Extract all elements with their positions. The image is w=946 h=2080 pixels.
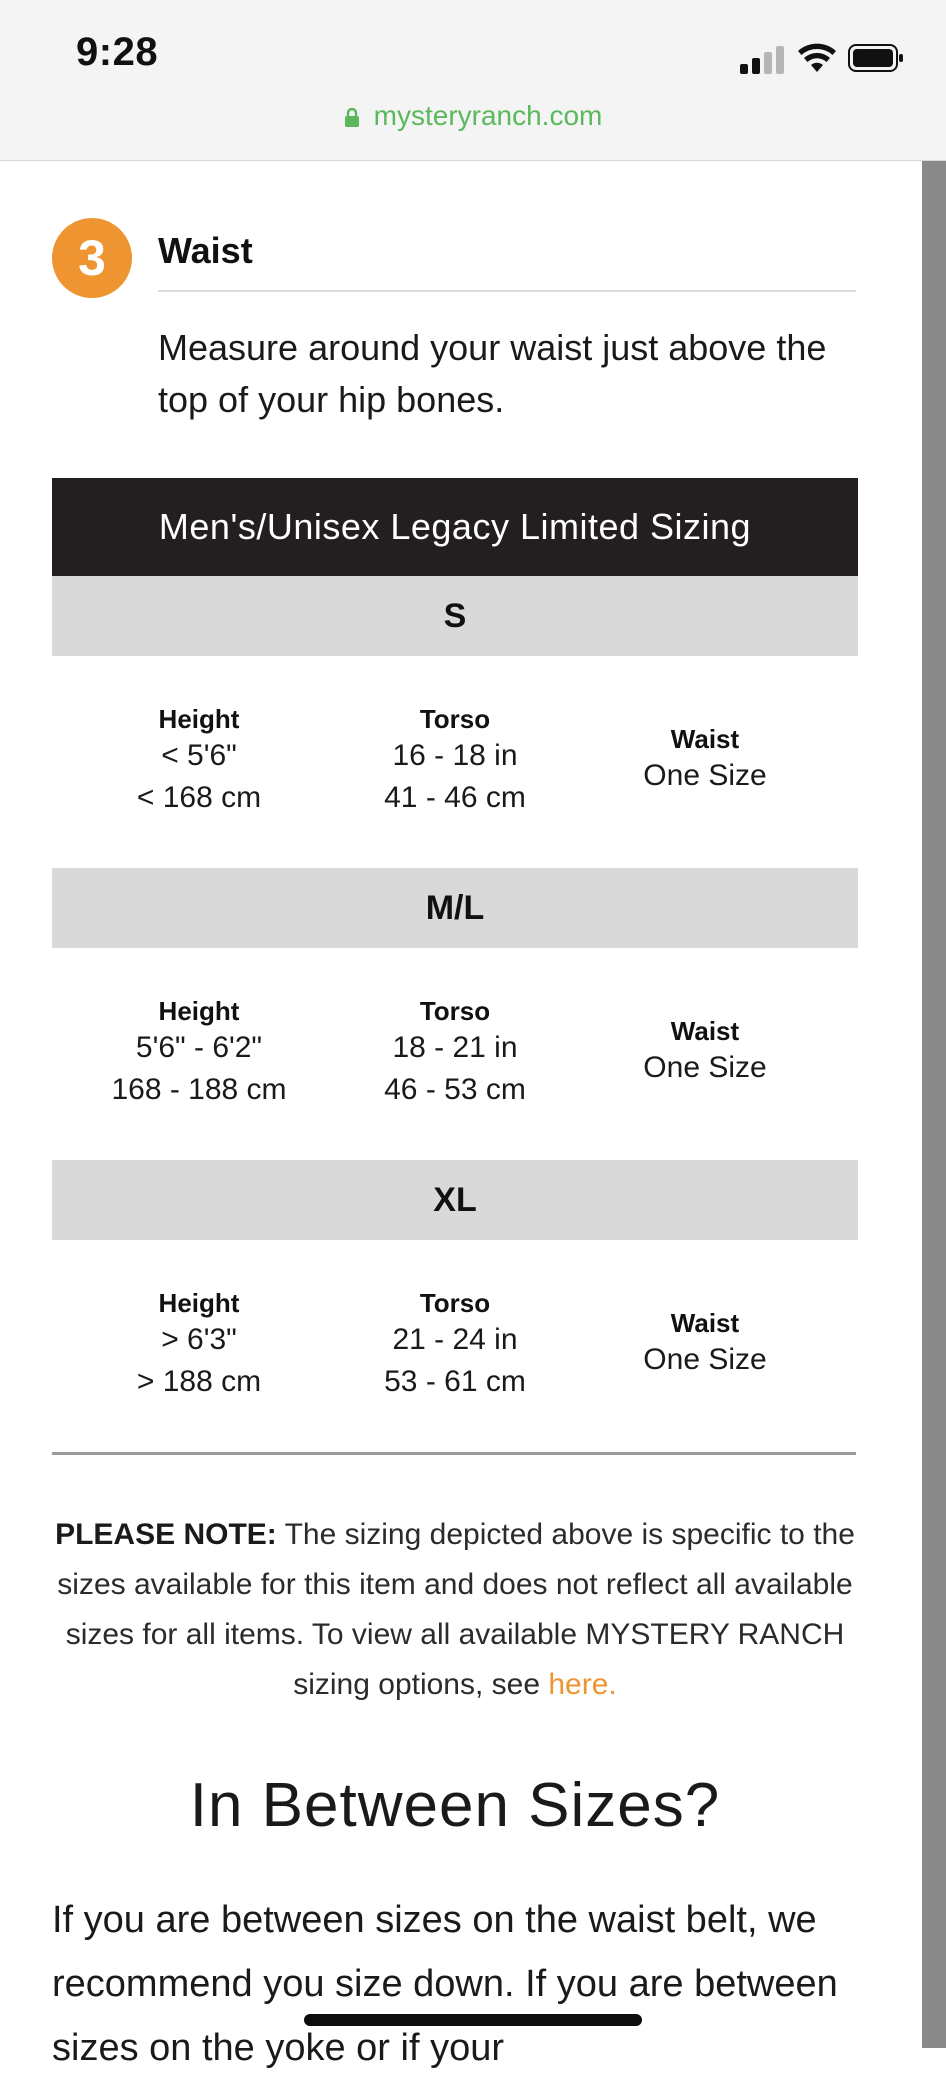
height-metric: < 168 cm bbox=[136, 781, 262, 814]
height-imperial: < 5'6" bbox=[161, 739, 237, 772]
torso-metric: 53 - 61 cm bbox=[384, 1365, 526, 1398]
cellular-signal-icon bbox=[740, 46, 786, 74]
step-description: Measure around your waist just above the top of your hip bones. bbox=[158, 327, 827, 420]
url-text: mysteryranch.com bbox=[373, 100, 603, 131]
waist-column bbox=[575, 724, 835, 797]
torso-imperial: 16 - 18 in bbox=[392, 739, 518, 772]
step-divider bbox=[158, 290, 856, 292]
height-column bbox=[69, 1288, 329, 1403]
sizing-note bbox=[52, 1510, 858, 1710]
torso-metric: 46 - 53 cm bbox=[384, 1073, 526, 1106]
sizing-table bbox=[52, 478, 858, 1452]
height-column bbox=[69, 704, 329, 819]
height-imperial: 5'6" - 6'2" bbox=[135, 1031, 263, 1064]
height-imperial: > 6'3" bbox=[161, 1323, 237, 1356]
battery-icon bbox=[848, 44, 904, 72]
waist-column bbox=[575, 1016, 835, 1089]
step-number-badge: 3 bbox=[52, 218, 132, 298]
in-between-text: If you are between sizes on the waist belt, we recommend you size down. If you are between sizes on the yoke or if your bbox=[52, 1899, 838, 2069]
height-label: Height bbox=[158, 1288, 240, 1318]
height-label: Height bbox=[158, 704, 240, 734]
torso-label: Torso bbox=[419, 704, 491, 734]
torso-imperial: 21 - 24 in bbox=[392, 1323, 518, 1356]
clock-time: 9:28 bbox=[76, 30, 159, 74]
size-details-xl bbox=[52, 1240, 858, 1452]
height-metric: > 188 cm bbox=[136, 1365, 262, 1398]
torso-imperial: 18 - 21 in bbox=[392, 1031, 518, 1064]
waist-value: One Size bbox=[643, 1343, 767, 1376]
sizing-table-title: Men's/Unisex Legacy Limited Sizing bbox=[52, 478, 858, 576]
waist-value: One Size bbox=[643, 759, 767, 792]
height-metric: 168 - 188 cm bbox=[111, 1073, 287, 1106]
waist-label: Waist bbox=[670, 724, 740, 754]
torso-metric: 41 - 46 cm bbox=[384, 781, 526, 814]
lock-icon bbox=[344, 107, 360, 127]
note-text: The sizing depicted above is specific to the sizes available for this item and does not reflect all available sizes for all items. To view all available MYSTERY RANCH sizing options, see bbox=[57, 1518, 855, 1701]
torso-column bbox=[325, 996, 585, 1111]
size-band-xl: XL bbox=[52, 1160, 858, 1240]
waist-label: Waist bbox=[670, 1308, 740, 1338]
height-label: Height bbox=[158, 996, 240, 1026]
torso-label: Torso bbox=[419, 996, 491, 1026]
height-column bbox=[69, 996, 329, 1111]
waist-column bbox=[575, 1308, 835, 1381]
size-band-s: S bbox=[52, 576, 858, 656]
address-bar-url[interactable] bbox=[0, 100, 946, 132]
here-link[interactable]: here. bbox=[548, 1668, 617, 1701]
page-scrollbar[interactable] bbox=[922, 161, 946, 2048]
waist-label: Waist bbox=[670, 1016, 740, 1046]
browser-status-bar bbox=[0, 0, 946, 161]
step-title: Waist bbox=[158, 230, 253, 271]
home-indicator[interactable] bbox=[304, 2014, 642, 2026]
section-divider bbox=[52, 1452, 856, 1455]
waist-value: One Size bbox=[643, 1051, 767, 1084]
wifi-icon bbox=[798, 40, 836, 74]
torso-column bbox=[325, 1288, 585, 1403]
size-details-s bbox=[52, 656, 858, 868]
torso-label: Torso bbox=[419, 1288, 491, 1318]
torso-column bbox=[325, 704, 585, 819]
size-details-ml bbox=[52, 948, 858, 1160]
note-label: PLEASE NOTE: bbox=[55, 1518, 277, 1551]
in-between-heading: In Between Sizes? bbox=[189, 1771, 721, 1840]
size-band-ml: M/L bbox=[52, 868, 858, 948]
